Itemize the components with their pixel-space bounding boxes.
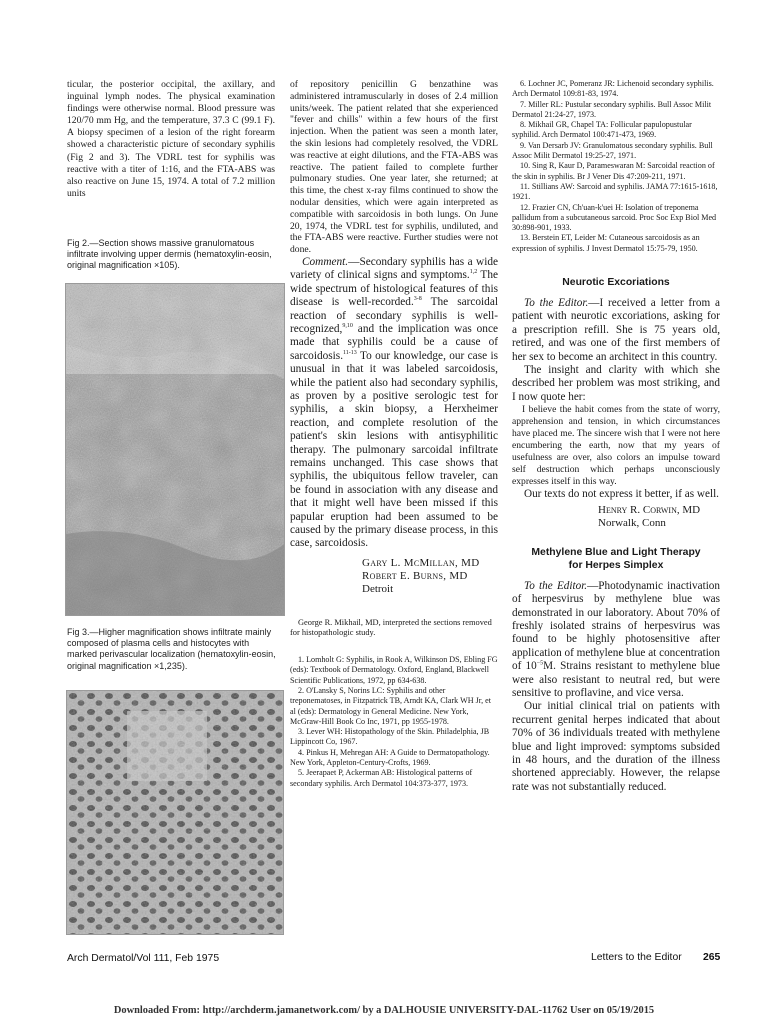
letter-heading: for Herpes Simplex — [568, 559, 664, 571]
column-1 — [67, 79, 275, 200]
reference-item: 13. Berstein ET, Leider M: Cutaneous sarcoidosis as an expression of syphilis. J Invest Dermatol 15:75-79, 1950. — [512, 233, 700, 253]
reference-item: 2. O'Lansky S, Norins LC: Syphilis and other treponematoses, in Fitzpatrick TB, Arndt KA, Clark WH Jr, et al (eds): Dermatology in General Medicine. New York, McGraw-Hill Book Co Inc, 1971, pp 1955-1978. — [290, 685, 492, 726]
author-city: Detroit — [362, 582, 394, 595]
download-notice: Downloaded From: http://archderm.jamanetwork.com/ by a DALHOUSIE UNIVERSITY-DAL-11762 User on 05/19/2015 — [113, 1005, 655, 1016]
column-2 — [290, 79, 498, 789]
letter-paragraph: Our initial clinical trial on patients with recurrent genital herpes indicated that about 70% of 36 individuals treated with methylene blue and light improved: symptoms subsided in 48 hours, and the duration of the illness shortened appreciably. However, the relapse rate was not substantially reduced. — [512, 700, 720, 793]
letter-paragraph: The insight and clarity with which she described her problem was most striking, and I now quote her: — [512, 364, 720, 403]
reference-item: 7. Miller RL: Pustular secondary syphilis. Bull Assoc Milit Dermatol 21:24-27, 1973. — [512, 99, 712, 119]
reference-item: 5. Jeerapaet P, Ackerman AB: Histological patterns of secondary syphilis. Arch Dermatol 104:373-377, 1973. — [290, 768, 473, 788]
patient-quote: I believe the habit comes from the state of worry, apprehension and tension, in which circumstances have placed me. The sincere wish that I were not here encumbering the earth, now that my years of usefulness are over, also colors an impulse toward self destruction which perhaps unconsciously expresses itself in this way. — [512, 404, 720, 488]
reference-list — [512, 79, 720, 254]
journal-citation: Arch Dermatol/Vol 111, Feb 1975 — [67, 953, 220, 964]
author-signature — [598, 504, 720, 530]
reference-item: 12. Frazier CN, Ch'uan-k'uei H: Isolation of treponema pallidum from a subcutaneous sarcoid. Proc Soc Exp Biol Med 30:898-901, 1933. — [512, 202, 717, 233]
author-city: Norwalk, Conn — [598, 516, 666, 529]
comment-paragraph: Comment.—Secondary syphilis has a wide variety of clinical signs and symptoms.$^{1,2}$ The wide spectrum of histological features of this disease is well-recorded.$^{3-8}$ The sarcoidal reaction of secondary syphilis is well-recognized,$^{9,10}$ and the implication was once made that syphilis could be a cause of sarcoidosis.$^{11-13}$ To our knowledge, our case is unusual in that it was labeled sarcoidosis, while the patient also had secondary syphilis, as proven by a positive serologic test for syphilis, a skin biopsy, a Herxheimer reaction, and complete resolution of the patient's skin lesions with antisyphilitic therapy. The pulmonary sarcoidal infiltrate remains unchanged. This case shows that syphilis, the ubiquitous fellow traveler, can be found in association with any disease and that it might well have been missed if this papular eruption had been assumed to be caused by the primary disease process, in this case, sarcoidosis. — [290, 255, 498, 550]
fig3-caption: Fig 3.—Higher magnification shows infiltrate mainly composed of plasma cells and histocytes with marked perivascular localization (hematoxylin-eosin, original magnification ×1,235). — [67, 627, 276, 671]
letter-heading: Neurotic Excoriations — [562, 277, 670, 289]
author-signature — [362, 557, 498, 596]
author-name: Henry R. Corwin, MD — [598, 503, 701, 516]
letter-heading: Methylene Blue and Light Therapy — [531, 546, 701, 558]
author-name: Gary L. McMillan, MD — [362, 556, 480, 569]
reference-item: 3. Lever WH: Histopathology of the Skin. Philadelphia, JB Lippincott Co, 1967. — [290, 727, 490, 747]
letter-paragraph: To the Editor.—Photodynamic inactivation of herpesvirus by methylene blue was demonstrated in our laboratory. About 70% of freshly isolated strains of herpesvirus was found to be highly photosensitive after application of methylene blue at concentration of $10^{-5}M$. Strains resistant to methylene blue were also resistant to neutral red, but were sensitive to proflavine, and vice versa. — [512, 579, 720, 699]
reference-item: 9. Van Dersarb JV: Granulomatous secondary syphilis. Bull Assoc Milit Dermatol 19:25-27, 1971. — [512, 140, 713, 161]
letter-paragraph: To the Editor.—I received a letter from a patient with neurotic excoriations, asking for a prescription refill. She is 75 years old, retired, and was one of the first members of her sex to become an architect in this country. — [512, 297, 720, 363]
case-report-continued: of repository penicillin G benzathine was administered intramuscularly in doses of 2.4 million units/week. The patient related that she experienced "fever and chills" within a few hours of the first injection. When the patient was seen a month later, the skin lesions had completely resolved, the VDRL was reactive at eight dilutions, and the FTA-ABS was reactive. The patient failed to complete further pulmonary studies. One year later, she returned; at this time, the chest x-ray films continued to show the nodular densities, which were again interpreted as compatible with sarcoidosis in both lungs. On June 20, 1974, the VDRL test for syphilis, undiluted, and the FTA-ABS were reactive. Further studies were not done. — [290, 79, 498, 256]
page-number: 265 — [703, 952, 721, 963]
author-name: Robert E. Burns, MD — [362, 569, 468, 582]
column-3 — [512, 79, 720, 794]
letter-paragraph: Our texts do not express it better, if as well. — [524, 488, 719, 501]
reference-item: 4. Pinkus H, Mehregan AH: A Guide to Dermatopathology. New York, Appleton-Century-Crofts, 1969. — [290, 747, 490, 768]
section-label: Letters to the Editor — [591, 952, 682, 963]
reference-item: 8. Mikhail GR, Chapel TA: Follicular papulopustular syphilid. Arch Dermatol 100:471-473, 1969. — [512, 120, 692, 140]
to-the-editor-label: To the Editor. — [524, 297, 589, 310]
reference-item: 10. Sing R, Kaur D, Parameswaran M: Sarcoidal reaction of the skin in syphilis. Br J Vener Dis 47:209-211, 1971. — [512, 161, 715, 181]
fig3-micrograph — [66, 690, 284, 935]
letter-heading-block — [512, 546, 720, 572]
fig2-caption: Fig 2.—Section shows massive granulomatous infiltrate involving upper dermis (hematoxylin-eosin, original magnification ×105). — [67, 238, 272, 271]
case-report-continuation: ticular, the posterior occipital, the axillary, and inguinal lymph nodes. The physical examination findings were otherwise normal. Blood pressure was 120/70 mm Hg, and the temperature, 37.3 C (99.1 F). A biopsy specimen of a lesion of the right forearm showed a characteristic picture of secondary syphilis (Fig 2 and 3). The VDRL test for syphilis was reactive with a titer of 1:16, and the FTA-ABS was also reactive on June 15, 1974. A total of 7.2 million units — [67, 79, 275, 199]
acknowledgment: George R. Mikhail, MD, interpreted the sections removed for histopathologic study. — [290, 617, 492, 638]
reference-item: 6. Lochner JC, Pomeranz JR: Lichenoid secondary syphilis. Arch Dermatol 109:81-83, 1974. — [512, 79, 714, 99]
to-the-editor-label: To the Editor. — [524, 579, 588, 592]
reference-item: 1. Lomholt G: Syphilis, in Rook A, Wilkinson DS, Ebling FG (eds): Textbook of Dermatology. Oxford, England, Blackwell Scientific Publications, 1972, pp 634-638. — [290, 655, 498, 685]
reference-item: 11. Stillians AW: Sarcoid and syphilis. JAMA 77:1615-1618, 1921. — [512, 181, 718, 202]
comment-label: Comment. — [302, 255, 349, 268]
fig2-micrograph — [65, 283, 285, 616]
reference-list — [290, 655, 498, 789]
